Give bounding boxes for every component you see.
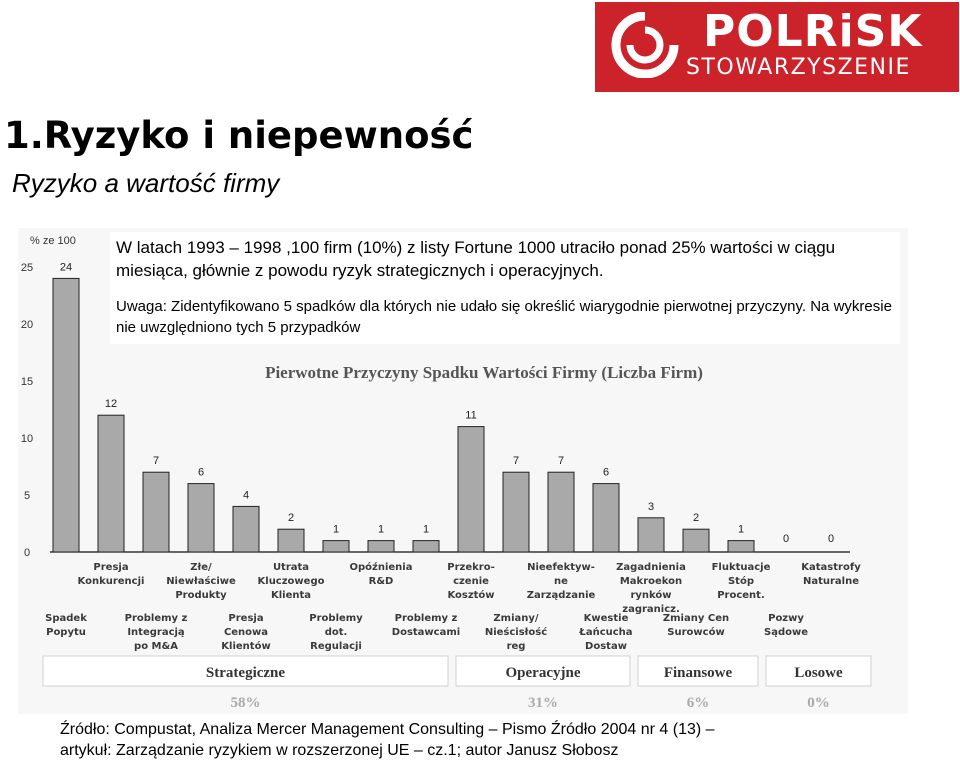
y-tick-label: 25 [20, 262, 34, 274]
source-citation [60, 719, 940, 761]
bar-value-label: 3 [647, 500, 655, 513]
bar-value-label: 7 [512, 455, 520, 468]
bar [98, 415, 124, 552]
category-label: Utrata Kluczowego Klienta [257, 562, 325, 601]
category-label: Presja Konkurencji [77, 562, 145, 587]
category-label: Zmiany Cen Surowców [662, 613, 730, 638]
bar-value-label: 1 [422, 523, 430, 536]
category-label: Presja Cenowa Klientów [221, 613, 271, 652]
chart-groups [43, 656, 871, 711]
category-label: Złe/ Niewłaściwe Produkty [166, 562, 236, 601]
category-label: Przekro-czenie Kosztów [447, 562, 495, 601]
category-label: Zmiany/ Nieścisłość reg [484, 613, 548, 652]
category-label: Kwestie Łańcucha Dostaw [579, 613, 633, 652]
category-label: Spadek Popytu [45, 613, 87, 638]
bar [278, 529, 304, 552]
bar-value-label: 2 [287, 512, 295, 525]
bar [503, 472, 529, 552]
bar-value-label: 1 [377, 523, 385, 536]
bar [53, 278, 79, 552]
bar [548, 472, 574, 552]
note-main: W latach 1993 – 1998 ,100 firm (10%) z listy Fortune 1000 utraciło ponad 25% wartości w ciągu miesiąca, głównie z powodu ryzyk strategicznych i operacyjnych. [116, 238, 836, 280]
group-percent: 31% [528, 695, 558, 711]
group-label: Losowe [794, 665, 843, 681]
bar-value-label: 11 [465, 409, 477, 422]
group-percent: 0% [807, 695, 830, 711]
bar [188, 484, 214, 552]
bar [368, 541, 394, 552]
page-subtitle: Ryzyko a wartość firmy [12, 168, 280, 198]
y-tick-label: 15 [20, 376, 34, 388]
group-label: Strategiczne [205, 665, 286, 681]
source-line-2: artykuł: Zarządzanie ryzykiem w rozszerzonej UE – cz.1; autor Janusz Słobosz [60, 742, 619, 759]
bar [593, 484, 619, 552]
y-tick-label: 0 [23, 547, 31, 559]
y-tick-label: 5 [23, 490, 31, 502]
page-title: 1.Ryzyko i niepewność [4, 114, 474, 157]
category-label: Problemy z Dostawcami [391, 613, 461, 638]
bar [638, 518, 664, 552]
bar [233, 506, 259, 552]
category-label: Katastrofy Naturalne [801, 562, 861, 587]
category-label: Problemy z Integracją po M&A [124, 613, 188, 652]
note-remark: Uwaga: Zidentyfikowano 5 spadków dla których nie udało się określić wiarygodnie pierwotnej przyczyny. Na wykresie nie uwzględniono tych 5 przypadków [116, 298, 892, 336]
logo-subtitle: STOWARZYSZENIE [686, 55, 911, 80]
bar [458, 427, 484, 552]
bar [728, 541, 754, 552]
group-percent: 6% [686, 695, 710, 711]
category-label: Nieefektyw-ne Zarządzanie [526, 562, 596, 601]
bar-value-label: 0 [827, 533, 835, 545]
bar-value-label: 4 [242, 489, 250, 502]
bar-value-label: 6 [602, 466, 610, 479]
category-label: Opóźnienia R&D [349, 562, 413, 587]
bar [683, 529, 709, 552]
bar [323, 541, 349, 552]
y-tick-label: 20 [20, 319, 34, 331]
bar-value-label: 7 [557, 455, 565, 468]
bar-value-label: 1 [332, 523, 340, 536]
bar-value-label: 12 [104, 398, 118, 411]
bar-value-label: 6 [197, 466, 205, 479]
bar [143, 472, 169, 552]
y-tick-label: 10 [20, 433, 34, 445]
bar-value-label: 7 [152, 455, 160, 468]
source-line-1: Źródło: Compustat, Analiza Mercer Management Consulting – Pismo Źródło 2004 nr 4 (13) – [60, 721, 715, 738]
category-label: Pozwy Sądowe [764, 613, 808, 638]
category-label: Problemy dot. Regulacji [309, 613, 363, 652]
category-label: Fluktuacje Stóp Procent. [711, 562, 771, 601]
bar-value-label: 1 [737, 523, 745, 536]
logo-name: POLRiSK [703, 6, 923, 57]
group-label: Operacyjne [505, 665, 581, 681]
group-percent: 58% [230, 695, 261, 711]
bar [413, 541, 439, 552]
bar-value-label: 2 [692, 512, 700, 525]
chart-title: Pierwotne Przyczyny Spadku Wartości Firmy (Liczba Firm) [265, 363, 703, 382]
bar-value-label: 24 [59, 261, 73, 274]
y-axis-label: % ze 100 [30, 235, 76, 247]
bar-value-label: 0 [782, 533, 790, 545]
group-label: Finansowe [663, 665, 733, 681]
category-label: Zagadnienia Makroekon rynków zagranicz. [616, 562, 686, 615]
